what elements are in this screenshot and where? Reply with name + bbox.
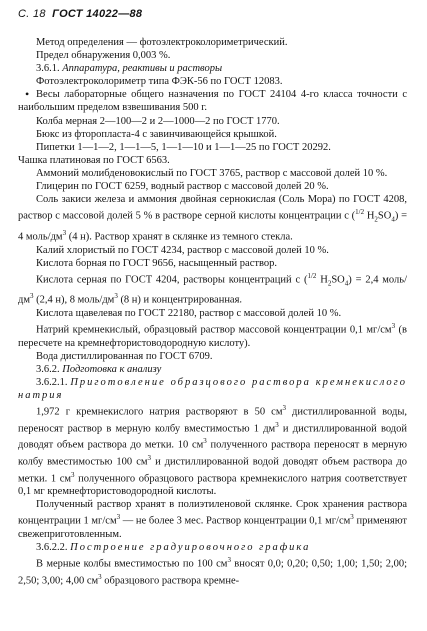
section-number: 3.6.2.1. bbox=[36, 376, 68, 388]
paragraph-storage: Полученный раствор хранят в полиэтиленовой склянке. Срок хранения раствора концентрации 1 $мг/см^3$ — не более 3 мес. Раствор концентрации 0,1 $мг/см^3$ применяют свежеприготовленным. bbox=[18, 499, 407, 540]
page-number: С. 18 bbox=[18, 8, 46, 20]
paragraph-platinum-cup: Чашка платиновая по ГОСТ 6563. bbox=[18, 154, 170, 166]
document-body bbox=[18, 36, 407, 587]
paragraph-pipettes: Пипетки 1—1—2, 1—1—5, 1—1—10 и 1—1—25 по ГОСТ 20292. bbox=[36, 141, 331, 153]
paragraph-oxalic-acid: Кислота щавелевая по ГОСТ 22180, раствор с массовой долей 10 %. bbox=[36, 307, 342, 319]
section-title: Построение градуировочного графика bbox=[70, 541, 311, 553]
paragraph-photocolorimeter: Фотоэлектроколориметр типа ФЭК-56 по ГОСТ 12083. bbox=[36, 76, 283, 88]
paragraph-preparation: 1,972 г кремнекислого натрия растворяют в 50 $см^3$ дистиллированной воды, переносят раствор в мерную колбу вместимостью 1 $дм^3$ и дистиллированной водой доводят объем раствора до метки. 10 $см^3$ полученного раствора переносят в мерную колбу вместимостью 100 $см^3$ и дистиллированной водой доводят объем раствора до метки. 1 $см^3$ полученного образцового раствора кремнекислого натрия соответствует 0,1 мг кремнефтористоводородной кислоты. bbox=[18, 404, 408, 498]
paragraph-calibration: В мерные колбы вместимостью по 100 $см^3$ вносят 0,0; 0,20; 0,50; 1,00; 1,50; 2,00; 2,50; 3,00; 4,00 $см^3$ образцового раствора кремне- bbox=[18, 556, 407, 587]
section-title: Приготовление образцового раствора кремнекислого натрия bbox=[18, 376, 407, 402]
section-heading-3-6-1 bbox=[18, 62, 407, 75]
section-title: Аппаратура, реактивы и растворы bbox=[62, 63, 223, 75]
section-heading-3-6-2-2 bbox=[18, 541, 407, 554]
bullet-mark: • bbox=[25, 87, 30, 102]
paragraph-sodium-silicate: Натрий кремнекислый, образцовый раствор массовой концентрации 0,1 $мг/см^3$ (в пересчете на кремнефтористоводородную кислоту). bbox=[18, 322, 407, 349]
paragraph-boric-acid: Кислота борная по ГОСТ 9656, насыщенный раствор. bbox=[36, 257, 277, 269]
paragraph-ammonium: Аммоний молибденовокислый по ГОСТ 3765, раствор с массовой долей 10 %. bbox=[36, 167, 388, 179]
section-title: Подготовка к анализу bbox=[62, 363, 162, 375]
paragraph-scales: • Весы лабораторные общего назначения по ГОСТ 24104 4-го класса точности с наибольшим пределом взвешивания 500 г. bbox=[18, 88, 407, 114]
paragraph-flask: Колба мерная 2—100—2 и 2—1000—2 по ГОСТ 1770. bbox=[36, 115, 280, 127]
standard-code: ГОСТ 14022—88 bbox=[52, 8, 143, 20]
page-header bbox=[18, 8, 142, 20]
section-number: 3.6.2. bbox=[36, 363, 60, 375]
section-heading-3-6-2 bbox=[18, 363, 407, 376]
paragraph-limit: Предел обнаружения 0,003 %. bbox=[36, 50, 171, 62]
paragraph-potassium-chloride: Калий хлористый по ГОСТ 4234, раствор с массовой долей 10 %. bbox=[36, 244, 329, 256]
paragraph-sulfuric-acid: Кислота серная по ГОСТ 4204, растворы концентраций с ($^{1/2}$ $H_2SO_4) = 2,4$ моль/$дм^3$ (2,4 н), 8 моль/$дм^3$ (8 н) и концентрированная. bbox=[18, 271, 407, 306]
paragraph-method: Метод определения — фотоэлектроколориметрический. bbox=[36, 37, 288, 48]
paragraph-mohr-salt: Соль закиси железа и аммония двойная сернокислая (Соль Мора) по ГОСТ 4208, раствор с массовой долей 5 % в растворе серной кислоты концентрации с ($^{1/2}$ $H_2SO_4) = 4$ моль/$дм^3$ (4 н). Раствор хранят в склянке из темного стекла. bbox=[18, 194, 407, 243]
section-heading-3-6-2-1 bbox=[18, 376, 407, 402]
paragraph-beaker: Бюкс из фторопласта-4 с завинчивающейся крышкой. bbox=[36, 128, 277, 140]
paragraph-glycerin: Глицерин по ГОСТ 6259, водный раствор с массовой долей 20 %. bbox=[36, 181, 329, 193]
section-number: 3.6.2.2. bbox=[36, 541, 68, 553]
section-number: 3.6.1. bbox=[36, 63, 60, 75]
paragraph-distilled-water: Вода дистиллированная по ГОСТ 6709. bbox=[36, 350, 213, 362]
